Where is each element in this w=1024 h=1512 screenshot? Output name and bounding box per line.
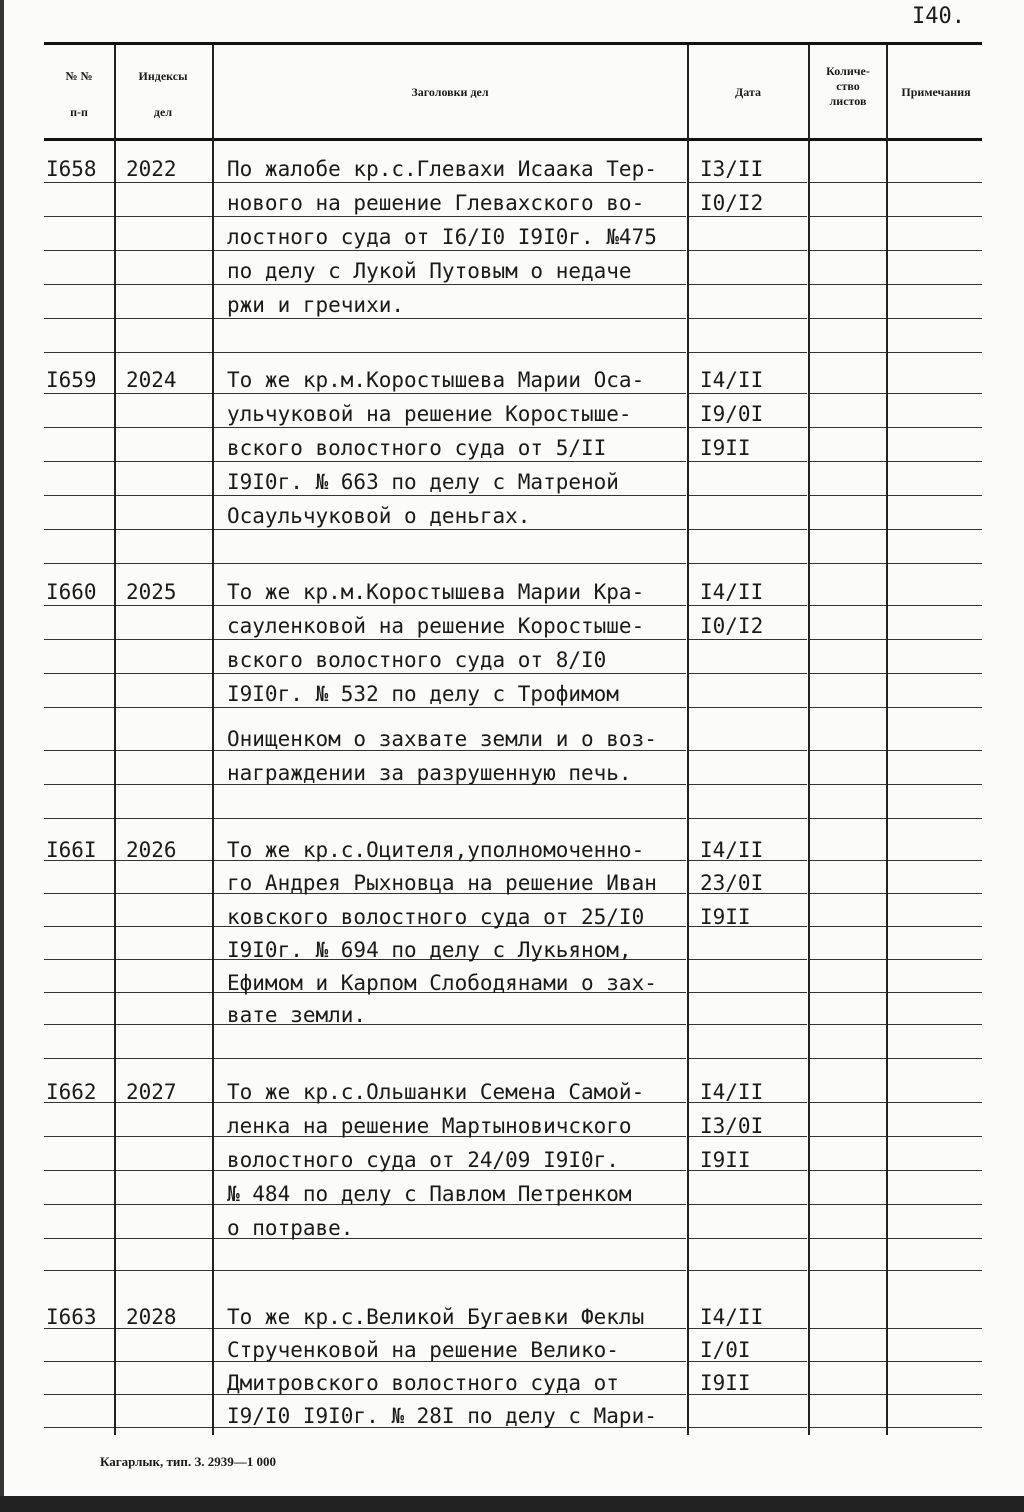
row-rule: [214, 563, 686, 564]
row-rule: [888, 427, 982, 428]
row-rule: [116, 926, 212, 927]
header-notes: Примечания: [901, 85, 971, 99]
entry-title-line: нового на решение Глевахского во-: [227, 191, 645, 215]
entry-title-line: То же кр.м.Коростышева Марии Кра-: [227, 580, 645, 604]
header-index-line2: дел: [153, 105, 173, 119]
row-rule: [689, 318, 807, 319]
row-rule: [116, 673, 212, 674]
row-rule: [810, 393, 886, 394]
row-rule: [810, 1058, 886, 1059]
row-rule: [689, 284, 807, 285]
entry-title-line: о потраве.: [227, 1216, 354, 1240]
header-number-line2: п-п: [70, 105, 88, 119]
row-rule: [810, 250, 886, 251]
row-rule: [689, 818, 807, 819]
row-rule: [810, 1270, 886, 1271]
header-bottom-rule: [44, 138, 982, 141]
entry-title-line: I9I0г. № 663 по делу с Матреной: [227, 470, 619, 494]
row-rule: [116, 1361, 212, 1362]
entry-title-line: То же кр.м.Коростышева Марии Оса-: [227, 368, 645, 392]
row-rule: [888, 893, 982, 894]
row-rule: [689, 529, 807, 530]
row-rule: [116, 893, 212, 894]
row-rule: [888, 250, 982, 251]
row-rule: [810, 216, 886, 217]
entry-title-line: Струченковой на решение Велико-: [227, 1338, 619, 1362]
row-rule: [888, 750, 982, 751]
row-rule: [810, 992, 886, 993]
row-rule: [689, 563, 807, 564]
row-rule: [44, 318, 114, 319]
row-rule: [44, 216, 114, 217]
row-rule: [810, 707, 886, 708]
scan-bottom-edge: [0, 1496, 1024, 1512]
row-rule: [44, 1361, 114, 1362]
row-rule: [44, 1058, 114, 1059]
row-rule: [810, 352, 886, 353]
row-rule: [888, 318, 982, 319]
row-rule: [689, 1270, 807, 1271]
row-rule: [810, 959, 886, 960]
row-rule: [116, 992, 212, 993]
entry-date: I9II: [700, 1148, 751, 1172]
page-number: I40.: [912, 4, 965, 29]
row-rule: [116, 352, 212, 353]
entry-title-line: I9I0г. № 532 по делу с Трофимом: [227, 682, 619, 706]
row-rule: [810, 461, 886, 462]
row-rule: [116, 529, 212, 530]
row-rule: [888, 1170, 982, 1171]
entry-title-line: сауленковой на решение Коростыше-: [227, 614, 645, 638]
row-rule: [888, 1058, 982, 1059]
entry-title-line: I9I0г. № 694 по делу с Лукьяном,: [227, 938, 632, 962]
row-rule: [810, 318, 886, 319]
header-title: Заголовки дел: [411, 85, 489, 99]
header-sheets-line1: Количе-: [826, 64, 870, 78]
row-rule: [116, 495, 212, 496]
entry-title-line: вского волостного суда от 8/I0: [227, 648, 607, 672]
row-rule: [810, 1024, 886, 1025]
header-sheets: [810, 64, 886, 109]
row-rule: [44, 707, 114, 708]
row-rule: [810, 1427, 886, 1428]
row-rule: [810, 495, 886, 496]
row-rule: [689, 707, 807, 708]
row-rule: [888, 352, 982, 353]
row-rule: [888, 673, 982, 674]
row-rule: [689, 495, 807, 496]
row-rule: [689, 959, 807, 960]
column-divider-4: [808, 45, 810, 1435]
entry-date: I9II: [700, 436, 751, 460]
entry-date: I4/II: [700, 1305, 764, 1329]
entry-title-line: То же кр.с.Оцителя,уполномоченно-: [227, 838, 645, 862]
row-rule: [116, 250, 212, 251]
row-rule: [116, 461, 212, 462]
row-rule: [44, 750, 114, 751]
entry-date: I0/I2: [700, 191, 764, 215]
row-rule: [44, 1394, 114, 1395]
entry-number: I662: [46, 1080, 97, 1104]
row-rule: [116, 1270, 212, 1271]
header-sheets-line2: ство: [836, 79, 860, 93]
row-rule: [116, 1204, 212, 1205]
row-rule: [810, 563, 886, 564]
row-rule: [116, 318, 212, 319]
row-rule: [44, 284, 114, 285]
row-rule: [810, 926, 886, 927]
row-rule: [116, 1170, 212, 1171]
row-rule: [44, 1238, 114, 1239]
row-rule: [116, 1136, 212, 1137]
row-rule: [810, 427, 886, 428]
entry-title-line: Онищенком о захвате земли и о воз-: [227, 727, 657, 751]
row-rule: [44, 495, 114, 496]
row-rule: [810, 1136, 886, 1137]
entry-title-line: Ефимом и Карпом Слободянами о зах-: [227, 971, 657, 995]
row-rule: [689, 992, 807, 993]
row-rule: [810, 1170, 886, 1171]
row-rule: [44, 1136, 114, 1137]
row-rule: [888, 1136, 982, 1137]
row-rule: [689, 1204, 807, 1205]
row-rule: [689, 1024, 807, 1025]
entry-date: I9/0I: [700, 402, 764, 426]
header-sheets-line3: листов: [829, 94, 867, 108]
row-rule: [810, 673, 886, 674]
row-rule: [888, 563, 982, 564]
entry-date: I4/II: [700, 580, 764, 604]
row-rule: [810, 1238, 886, 1239]
row-rule: [810, 1361, 886, 1362]
entry-title-line: по делу с Лукой Путовым о недаче: [227, 259, 632, 283]
row-rule: [888, 461, 982, 462]
entry-title-line: I9/I0 I9I0г. № 28I по делу с Мари-: [227, 1404, 657, 1428]
entry-title-line: То же кр.с.Великой Бугаевки Феклы: [227, 1305, 645, 1329]
row-rule: [810, 182, 886, 183]
row-rule: [888, 639, 982, 640]
row-rule: [689, 1427, 807, 1428]
row-rule: [888, 1394, 982, 1395]
row-rule: [810, 818, 886, 819]
row-rule: [116, 959, 212, 960]
column-divider-2: [212, 45, 214, 1435]
entry-number: I663: [46, 1305, 97, 1329]
row-rule: [116, 427, 212, 428]
row-rule: [888, 1361, 982, 1362]
row-rule: [810, 893, 886, 894]
entry-title-line: ковского волостного суда от 25/I0: [227, 905, 645, 929]
row-rule: [689, 250, 807, 251]
row-rule: [888, 1427, 982, 1428]
row-rule: [888, 1238, 982, 1239]
row-rule: [888, 529, 982, 530]
row-rule: [116, 1394, 212, 1395]
entry-title-line: Дмитровского волостного суда от: [227, 1371, 619, 1395]
row-rule: [116, 639, 212, 640]
row-rule: [116, 284, 212, 285]
row-rule: [810, 639, 886, 640]
entry-number: I66I: [46, 838, 97, 862]
entry-index: 2027: [126, 1080, 177, 1104]
row-rule: [888, 182, 982, 183]
row-rule: [44, 427, 114, 428]
row-rule: [888, 992, 982, 993]
row-rule: [888, 959, 982, 960]
row-rule: [888, 284, 982, 285]
row-rule: [888, 393, 982, 394]
entry-number: I659: [46, 368, 97, 392]
row-rule: [888, 860, 982, 861]
header-number-line1: № №: [65, 69, 93, 83]
entry-title-line: вского волостного суда от 5/II: [227, 436, 607, 460]
row-rule: [44, 926, 114, 927]
printer-imprint: Кагарлык, тип. З. 2939—1 000: [100, 1454, 276, 1469]
row-rule: [810, 284, 886, 285]
row-rule: [44, 639, 114, 640]
row-rule: [810, 1102, 886, 1103]
entry-index: 2022: [126, 157, 177, 181]
row-rule: [888, 707, 982, 708]
row-rule: [214, 352, 686, 353]
entry-index: 2026: [126, 838, 177, 862]
row-rule: [44, 1170, 114, 1171]
entry-title-line: ржи и гречихи.: [227, 293, 405, 317]
row-rule: [888, 926, 982, 927]
row-rule: [888, 818, 982, 819]
row-rule: [689, 784, 807, 785]
row-rule: [810, 784, 886, 785]
row-rule: [44, 461, 114, 462]
column-divider-3: [687, 45, 689, 1435]
row-rule: [44, 893, 114, 894]
row-rule: [689, 1238, 807, 1239]
row-rule: [44, 1204, 114, 1205]
entry-title-line: Осаульчуковой о деньгах.: [227, 504, 531, 528]
entry-index: 2024: [126, 368, 177, 392]
row-rule: [116, 707, 212, 708]
row-rule: [44, 250, 114, 251]
entry-date: I0/I2: [700, 614, 764, 638]
row-rule: [810, 750, 886, 751]
row-rule: [888, 1328, 982, 1329]
row-rule: [214, 1270, 686, 1271]
row-rule: [44, 352, 114, 353]
row-rule: [116, 563, 212, 564]
row-rule: [888, 216, 982, 217]
row-rule: [888, 1270, 982, 1271]
entry-title-line: ульчуковой на решение Коростыше-: [227, 402, 632, 426]
row-rule: [689, 673, 807, 674]
row-rule: [44, 1427, 114, 1428]
row-rule: [44, 1270, 114, 1271]
row-rule: [116, 1058, 212, 1059]
entry-date: I9II: [700, 1371, 751, 1395]
entry-date: I3/0I: [700, 1114, 764, 1138]
row-rule: [44, 992, 114, 993]
row-rule: [44, 529, 114, 530]
entry-number: I658: [46, 157, 97, 181]
row-rule: [888, 605, 982, 606]
entry-number: I660: [46, 580, 97, 604]
entry-title-line: ленка на решение Мартыновичского: [227, 1114, 632, 1138]
row-rule: [214, 1058, 686, 1059]
row-rule: [888, 1024, 982, 1025]
row-rule: [810, 1204, 886, 1205]
row-rule: [44, 818, 114, 819]
entry-date: I4/II: [700, 368, 764, 392]
entry-title-line: волостного суда от 24/09 I9I0г.: [227, 1148, 619, 1172]
row-rule: [810, 860, 886, 861]
entry-date: I9II: [700, 905, 751, 929]
row-rule: [810, 1328, 886, 1329]
row-rule: [810, 605, 886, 606]
row-rule: [44, 673, 114, 674]
row-rule: [888, 495, 982, 496]
row-rule: [689, 1058, 807, 1059]
header-index-line1: Индексы: [138, 69, 188, 83]
row-rule: [888, 1204, 982, 1205]
entry-date: I4/II: [700, 838, 764, 862]
row-rule: [116, 1024, 212, 1025]
entry-title-line: По жалобе кр.с.Глевахи Исаака Тер-: [227, 157, 657, 181]
entry-index: 2028: [126, 1305, 177, 1329]
row-rule: [214, 818, 686, 819]
table-top-rule: [44, 42, 982, 45]
row-rule: [44, 784, 114, 785]
row-rule: [116, 784, 212, 785]
entry-date: 23/0I: [700, 871, 764, 895]
header-number: [46, 66, 112, 122]
row-rule: [116, 818, 212, 819]
entry-title-line: го Андрея Рыхновца на решение Иван: [227, 871, 657, 895]
entry-date: I/0I: [700, 1338, 751, 1362]
row-rule: [888, 784, 982, 785]
row-rule: [689, 352, 807, 353]
scan-left-edge: [0, 0, 4, 1512]
entry-title-line: То же кр.с.Ольшанки Семена Самой-: [227, 1080, 645, 1104]
row-rule: [116, 1238, 212, 1239]
row-rule: [116, 216, 212, 217]
row-rule: [888, 1102, 982, 1103]
row-rule: [810, 1394, 886, 1395]
row-rule: [116, 1427, 212, 1428]
entry-title-line: № 484 по делу с Павлом Петренком: [227, 1182, 632, 1206]
entry-title-line: лостного суда от I6/I0 I9I0г. №475: [227, 225, 657, 249]
column-divider-1: [114, 45, 116, 1435]
entry-date: I3/II: [700, 157, 764, 181]
entry-title-line: вате земли.: [227, 1003, 367, 1027]
row-rule: [810, 529, 886, 530]
entry-title-line: награждении за разрушенную печь.: [227, 761, 632, 785]
row-rule: [116, 750, 212, 751]
row-rule: [44, 1024, 114, 1025]
entry-index: 2025: [126, 580, 177, 604]
row-rule: [689, 750, 807, 751]
header-index: [116, 66, 210, 122]
entry-date: I4/II: [700, 1080, 764, 1104]
row-rule: [44, 563, 114, 564]
column-divider-5: [886, 45, 888, 1435]
row-rule: [44, 959, 114, 960]
header-date: Дата: [735, 85, 761, 99]
